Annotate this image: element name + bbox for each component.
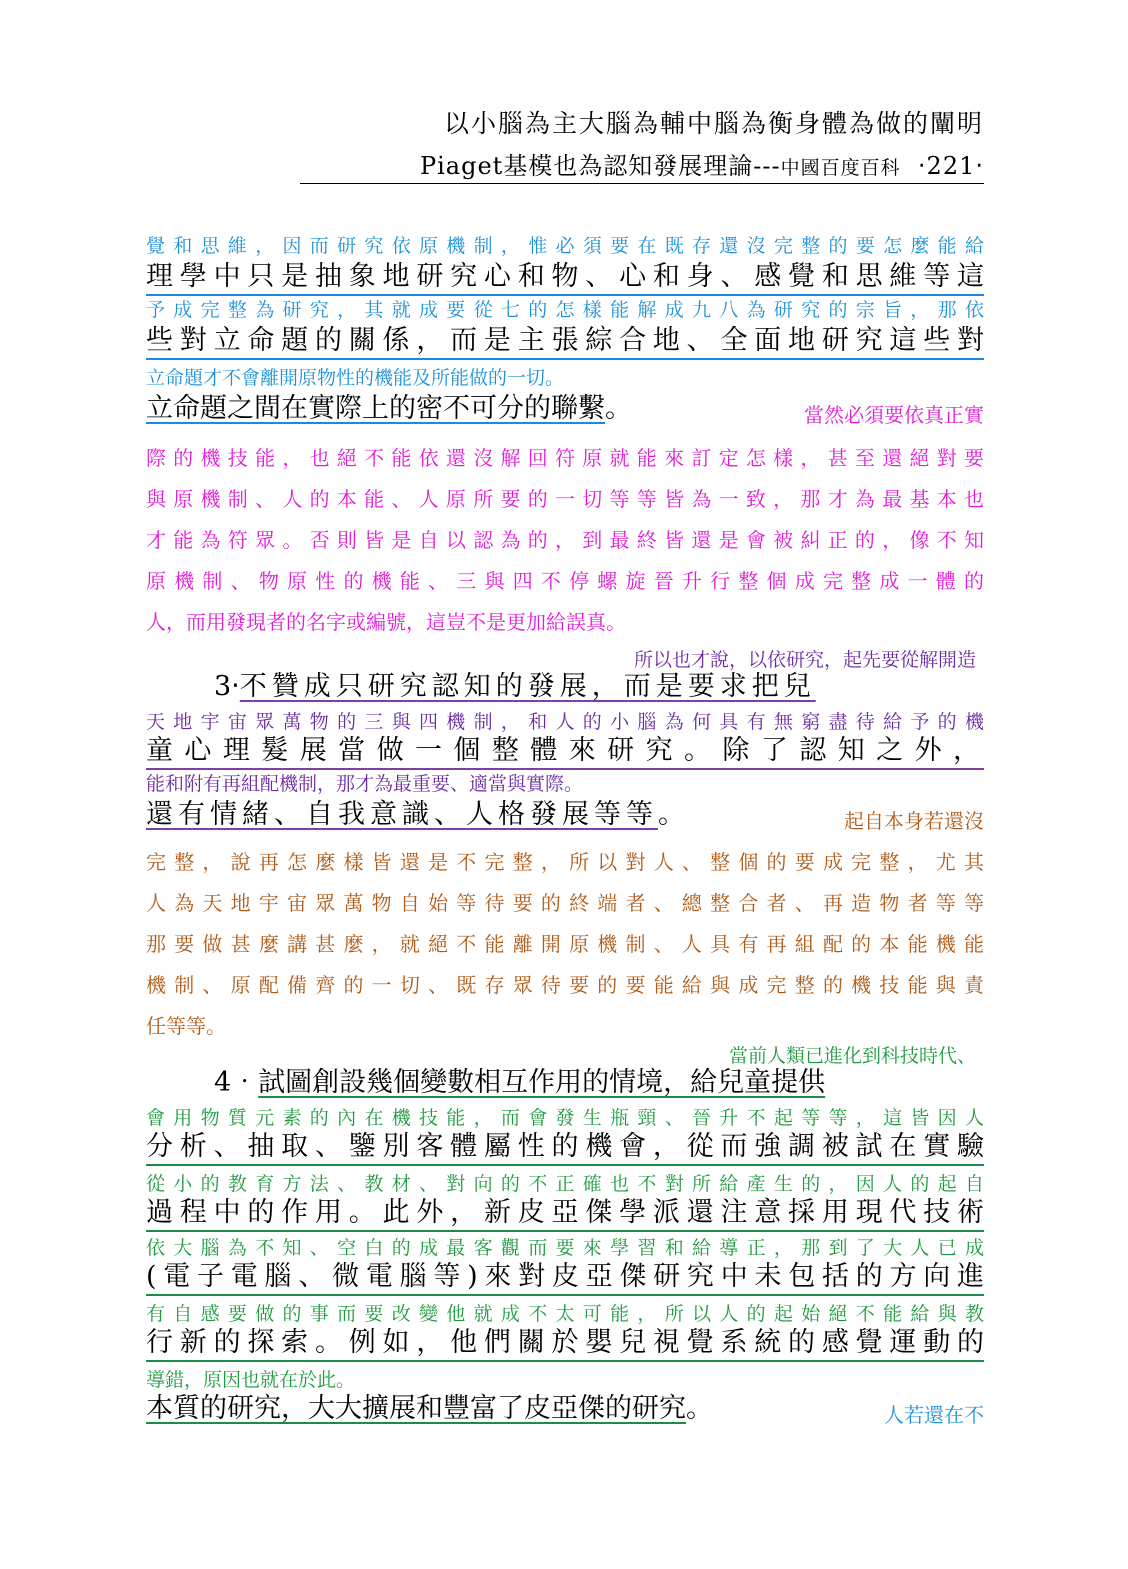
body-line (146, 1260, 984, 1296)
annotation-line: 覺和思維，因而研究依原機制，惟必須要在既存還沒完整的要怎麼能給 (146, 235, 984, 257)
annotation-paragraph-line: 那要做甚麼講甚麼，就絕不能離開原機制、人具有再組配的本能機能 (146, 932, 984, 956)
annotation-line: 天地宇宙眾萬物的三與四機制，和人的小腦為何具有無窮盡待給予的機 (146, 711, 984, 733)
annotation-line: 立命題才不會離開原物性的機能及所能做的一切。 (146, 367, 565, 389)
body-text: 本質的研究，大大擴展和豐富了皮亞傑的研究 (146, 1393, 686, 1424)
body-text: 還有情緒、自我意識、人格發展等等 (146, 799, 658, 830)
body-text: 分析、抽取、鑒別客體屬性的機會，從而強調被試在實驗 (146, 1130, 984, 1166)
annotation-paragraph-line: 與原機制、人的本能、人原所要的一切等等皆為一致，那才為最基本也 (146, 487, 984, 511)
annotation-line: 當前人類已進化到科技時代、 (728, 1045, 976, 1067)
annotation-line: 所以也才說，以依研究，起先要從解開造 (633, 649, 976, 671)
annotation-paragraph-line: 原機制、物原性的機能、三與四不停螺旋晉升行整個成完整成一體的 (146, 569, 984, 593)
body-line (146, 1392, 984, 1426)
header-source: 中國百度百科 (780, 157, 901, 179)
body-text: 理學中只是抽象地研究心和物、心和身、感覺和思維等這 (146, 260, 984, 296)
body-line (146, 734, 984, 770)
body-line (146, 324, 984, 360)
body-line (146, 1130, 984, 1166)
annotation-paragraph-line: 人為天地宇宙眾萬物自始等待要的終端者、總整合者、再造物者等等 (146, 891, 984, 915)
body-text: (電子電腦、微電腦等)來對皮亞傑研究中未包括的方向進 (146, 1260, 984, 1296)
body-line (146, 1196, 984, 1232)
body-line (146, 392, 984, 426)
body-line (146, 798, 984, 832)
body-text: 試圖創設幾個變數相互作用的情境，給兒童提供 (258, 1067, 826, 1098)
annotation-line: 導錯，原因也就在於此。 (146, 1369, 356, 1391)
annotation-line: 能和附有再組配機制，那才為最重要、適當與實際。 (146, 773, 584, 795)
annotation-line: 予成完整為研究，其就成要從七的怎樣能解成九八為研究的宗旨，那依 (146, 299, 984, 321)
body-line (146, 1326, 984, 1362)
body-line (146, 670, 984, 704)
header-main: Piaget基模也為認知發展理論--- (419, 152, 781, 180)
annotation-paragraph-line: 人，而用發現者的名字或編號，這豈不是更加給誤真。 (146, 610, 626, 634)
annotation-paragraph-line: 機制、原配備齊的一切、既存眾待要的要能給與成完整的機技能與責 (146, 973, 984, 997)
annotation-paragraph-line: 才能為符眾。否則皆是自以認為的，到最終皆還是會被糾正的，像不知 (146, 528, 984, 552)
body-text: 些對立命題的關係，而是主張綜合地、全面地研究這些對 (146, 324, 984, 360)
body-line (146, 260, 984, 296)
period: 。 (686, 1393, 713, 1424)
inline-annotation: 起自本身若還沒 (844, 809, 984, 832)
inline-annotation: 當然必須要依真正實 (804, 403, 984, 426)
period: 。 (605, 393, 632, 424)
annotation-line: 會用物質元素的內在機技能，而會發生瓶頸、晉升不起等等，這皆因人 (146, 1107, 984, 1129)
annotation-paragraph-line: 任等等。 (146, 1014, 226, 1038)
running-header-title: 以小腦為主大腦為輔中腦為衡身體為做的闡明 (443, 109, 984, 138)
item-number: 3‧ (214, 671, 240, 702)
annotation-paragraph-line: 完整，說再怎麼樣皆還是不完整，所以對人、整個的要成完整，尤其 (146, 850, 984, 874)
body-text: 行新的探索。例如，他們關於嬰兒視覺系統的感覺運動的 (146, 1326, 984, 1362)
page-number: ‧221‧ (917, 152, 984, 180)
annotation-paragraph-line: 際的機技能，也絕不能依還沒解回符原就能來訂定怎樣，甚至還絕對要 (146, 446, 984, 470)
body-text: 童心理髮展當做一個整體來研究。除了認知之外， (146, 734, 984, 770)
body-text: 立命題之間在實際上的密不可分的聯繫 (146, 393, 605, 424)
inline-annotation: 人若還在不 (884, 1403, 984, 1426)
item-number: 4‧ (214, 1067, 259, 1098)
annotation-line: 有自感要做的事而要改變他就成不太可能，所以人的起始絕不能給與教 (146, 1303, 984, 1325)
annotation-line: 依大腦為不知、空白的成最客觀而要來學習和給導正，那到了大人已成 (146, 1237, 984, 1259)
running-header-subtitle (300, 146, 984, 184)
body-text: 過程中的作用。此外，新皮亞傑學派還注意採用現代技術 (146, 1196, 984, 1232)
body-text: 不贊成只研究認知的發展，而是要求把兒 (239, 671, 816, 702)
body-line (146, 1066, 984, 1100)
annotation-line: 從小的教育方法、教材、對向的不正確也不對所給產生的，因人的起自 (146, 1173, 984, 1195)
period: 。 (658, 799, 685, 830)
